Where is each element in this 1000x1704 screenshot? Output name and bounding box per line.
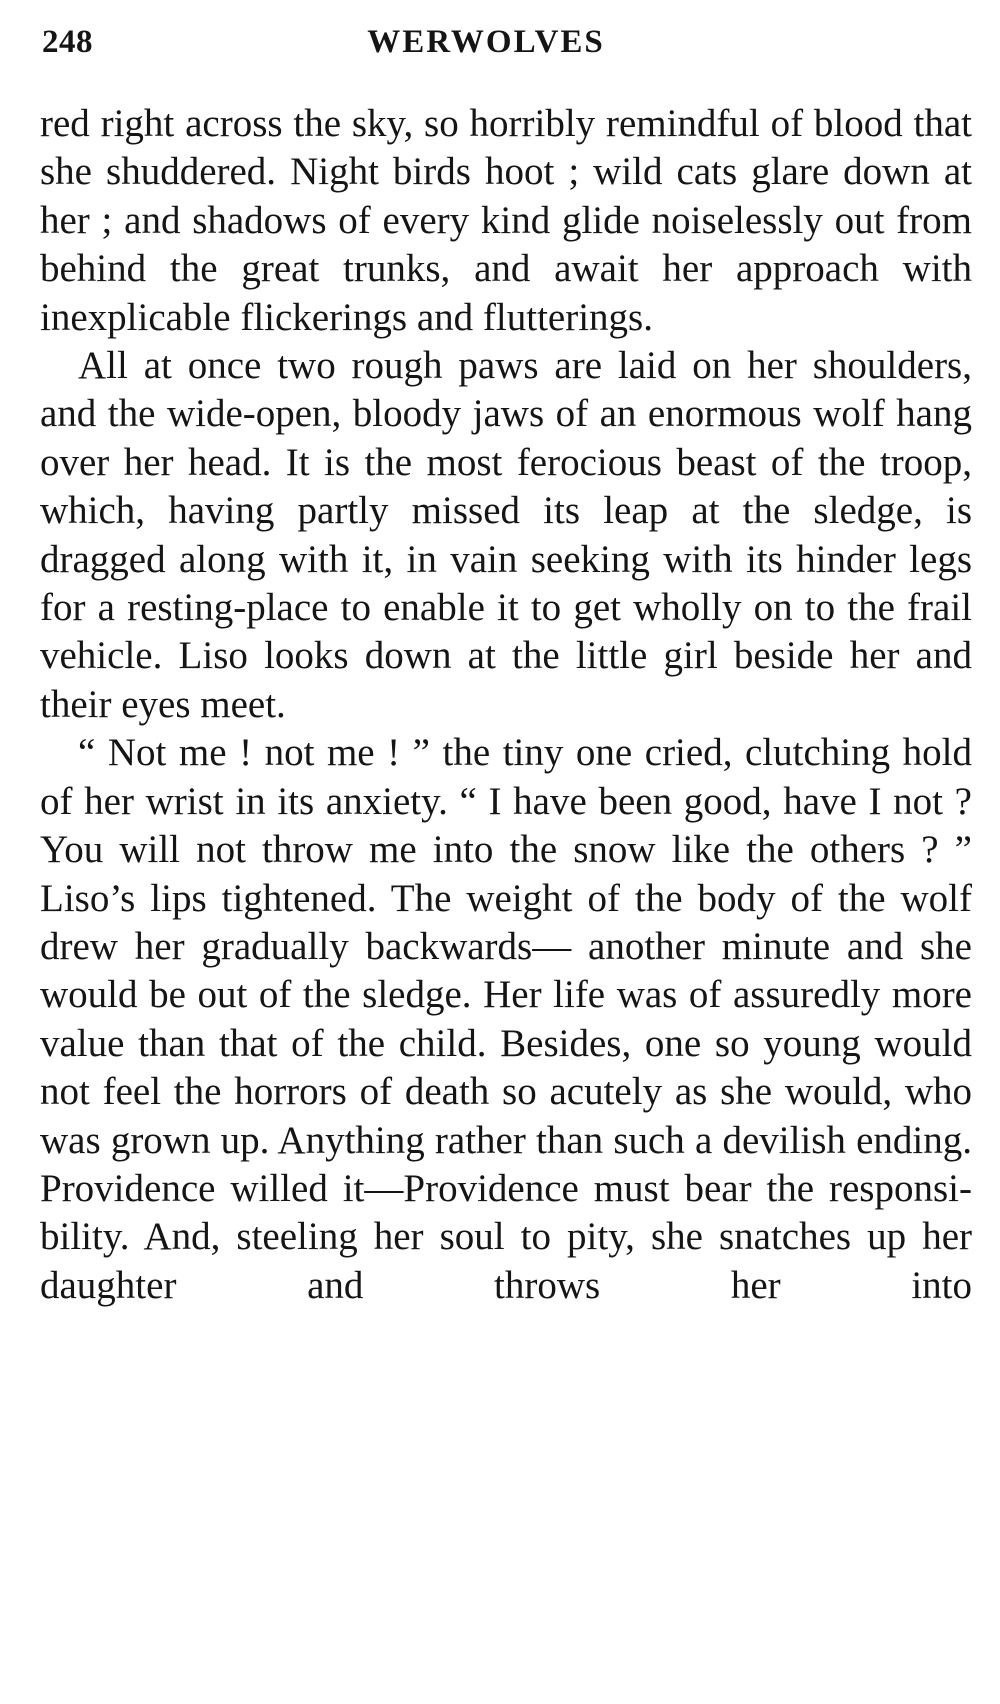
- paragraph-2: All at once two rough paws are laid on her shoulders, and the wide-open, bloody jaws of an enormous wolf hang over her head. It is the most ferocious beast of the troop, which, having partly missed its leap at the sledge, is dragged along with it, in vain seeking with its hinder legs for a resting-place to enable it to get wholly on to the frail vehicle. Liso looks down at the little girl beside her and their eyes meet.: [40, 344, 972, 726]
- page-header: [42, 24, 970, 74]
- page-number: 248: [42, 24, 93, 60]
- body-text: [40, 100, 972, 1310]
- running-title: WERWOLVES: [367, 24, 605, 60]
- paragraph-1: red right across the sky, so horribly remindful of blood that she shuddered. Night birds hoot ; wild cats glare down at her ; and shadows of every kind glide noiselessly out from behind the great trunks, and await her approach with inexplicable flickerings and flutterings.: [40, 102, 972, 339]
- paragraph-3: “ Not me ! not me ! ” the tiny one cried, clutching hold of her wrist in its anxiety. “ I have been good, have I not ? You will not throw me into the snow like the others ? ” Liso’s lips tightened. The weight of the body of the wolf drew her gradually backwards— another minute and she would be out of the sledge. Her life was of assuredly more value than that of the child. Besides, one so young would not feel the horrors of death so acutely as she would, who was grown up. Anything rather than such a devilish ending. Providence willed it—Providence must bear the responsi-bility. And, steeling her soul to pity, she snatches up her daughter and throws her into: [40, 731, 972, 1307]
